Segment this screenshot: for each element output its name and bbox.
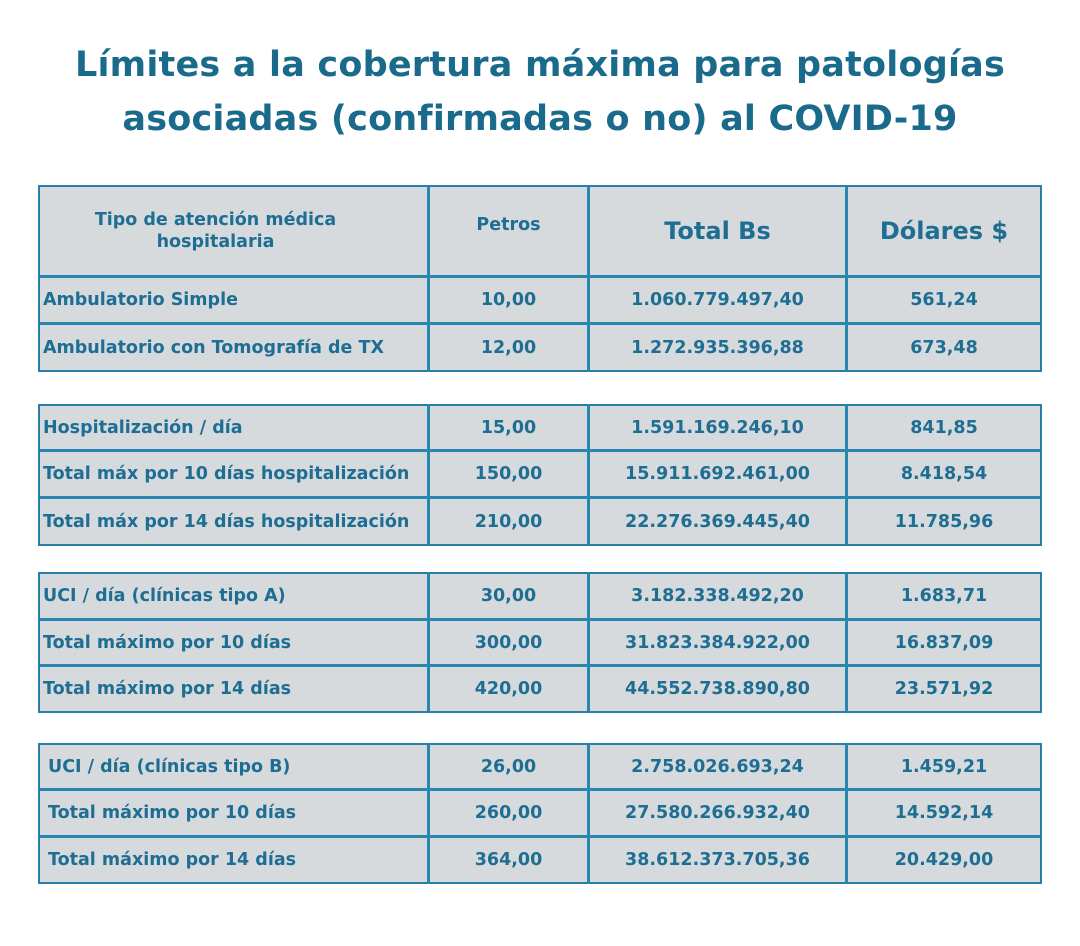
header-petros: Petros: [430, 187, 590, 275]
table-group-hospitalizacion: [38, 404, 1042, 546]
cell-dolares: 23.571,92: [894, 679, 994, 699]
cell-total-bs: 44.552.738.890,80: [590, 667, 848, 711]
cell-petros: 420,00: [430, 667, 590, 711]
header-tipo: Tipo de atención médica hospitalaria: [40, 187, 430, 275]
cell-petros: 300,00: [430, 621, 590, 664]
cell-total-bs: 1.591.169.246,10: [590, 406, 848, 449]
table-row: [40, 838, 1040, 882]
cell-petros: 26,00: [430, 745, 590, 788]
cell-dolares: 8.418,54: [900, 464, 988, 484]
cell-tipo: Total máx por 10 días hospitalización: [40, 452, 430, 496]
cell-dolares: 561,24: [910, 290, 978, 310]
table-group-uci-tipo-a: [38, 572, 1042, 713]
header-row: [40, 187, 1040, 278]
cell-total-bs: 22.276.369.445,40: [590, 499, 848, 544]
cell-tipo: Total máximo por 10 días: [40, 791, 430, 835]
cell-tipo: Hospitalización / día: [40, 406, 430, 449]
cell-dolares: 11.785,96: [894, 511, 994, 532]
cell-dolares: 14.592,14: [894, 803, 994, 823]
table-row: [40, 278, 1040, 325]
cell-petros: 260,00: [430, 791, 590, 835]
cell-tipo: Total máximo por 10 días: [40, 621, 430, 664]
page-title: [0, 38, 1080, 146]
cell-total-bs: 27.580.266.932,40: [590, 791, 848, 835]
title-line-1: Límites a la cobertura máxima para patologías: [74, 45, 1006, 85]
cell-petros: 10,00: [430, 278, 590, 322]
cell-petros: 150,00: [430, 452, 590, 496]
cell-total-bs: 1.272.935.396,88: [590, 325, 848, 370]
table-row: [40, 667, 1040, 711]
header-dolares: Dólares $: [879, 217, 1009, 245]
cell-petros: 15,00: [430, 406, 590, 449]
table-row: [40, 452, 1040, 499]
cell-dolares: 1.459,21: [900, 756, 988, 777]
cell-total-bs: 15.911.692.461,00: [590, 452, 848, 496]
cell-dolares: 1.683,71: [900, 586, 988, 606]
cell-dolares: 841,85: [910, 417, 978, 438]
cell-tipo: UCI / día (clínicas tipo A): [40, 574, 430, 618]
header-total-bs: Total Bs: [590, 187, 848, 275]
cell-petros: 364,00: [430, 838, 590, 882]
cell-dolares: 673,48: [910, 337, 978, 358]
cell-petros: 12,00: [430, 325, 590, 370]
table-row: [40, 745, 1040, 791]
cell-total-bs: 31.823.384.922,00: [590, 621, 848, 664]
table-header: [38, 185, 1042, 372]
cell-tipo: Ambulatorio con Tomografía de TX: [40, 325, 430, 370]
table-group-uci-tipo-b: [38, 743, 1042, 884]
table-row: [40, 574, 1040, 621]
table-row: [40, 406, 1040, 452]
table-row: [40, 621, 1040, 667]
table-row: [40, 499, 1040, 544]
cell-total-bs: 38.612.373.705,36: [590, 838, 848, 882]
table-row: [40, 791, 1040, 838]
cell-tipo: UCI / día (clínicas tipo B): [40, 745, 430, 788]
cell-tipo: Ambulatorio Simple: [40, 278, 430, 322]
title-line-2: asociadas (confirmadas o no) al COVID-19: [122, 99, 958, 139]
cell-total-bs: 2.758.026.693,24: [590, 745, 848, 788]
cell-tipo: Total máx por 14 días hospitalización: [40, 499, 430, 544]
cell-dolares: 20.429,00: [894, 850, 994, 870]
cell-dolares: 16.837,09: [894, 632, 994, 653]
cell-total-bs: 3.182.338.492,20: [590, 574, 848, 618]
cell-petros: 30,00: [430, 574, 590, 618]
table-row: [40, 325, 1040, 370]
cell-tipo: Total máximo por 14 días: [40, 667, 430, 711]
cell-total-bs: 1.060.779.497,40: [590, 278, 848, 322]
cell-tipo: Total máximo por 14 días: [40, 838, 430, 882]
cell-petros: 210,00: [430, 499, 590, 544]
